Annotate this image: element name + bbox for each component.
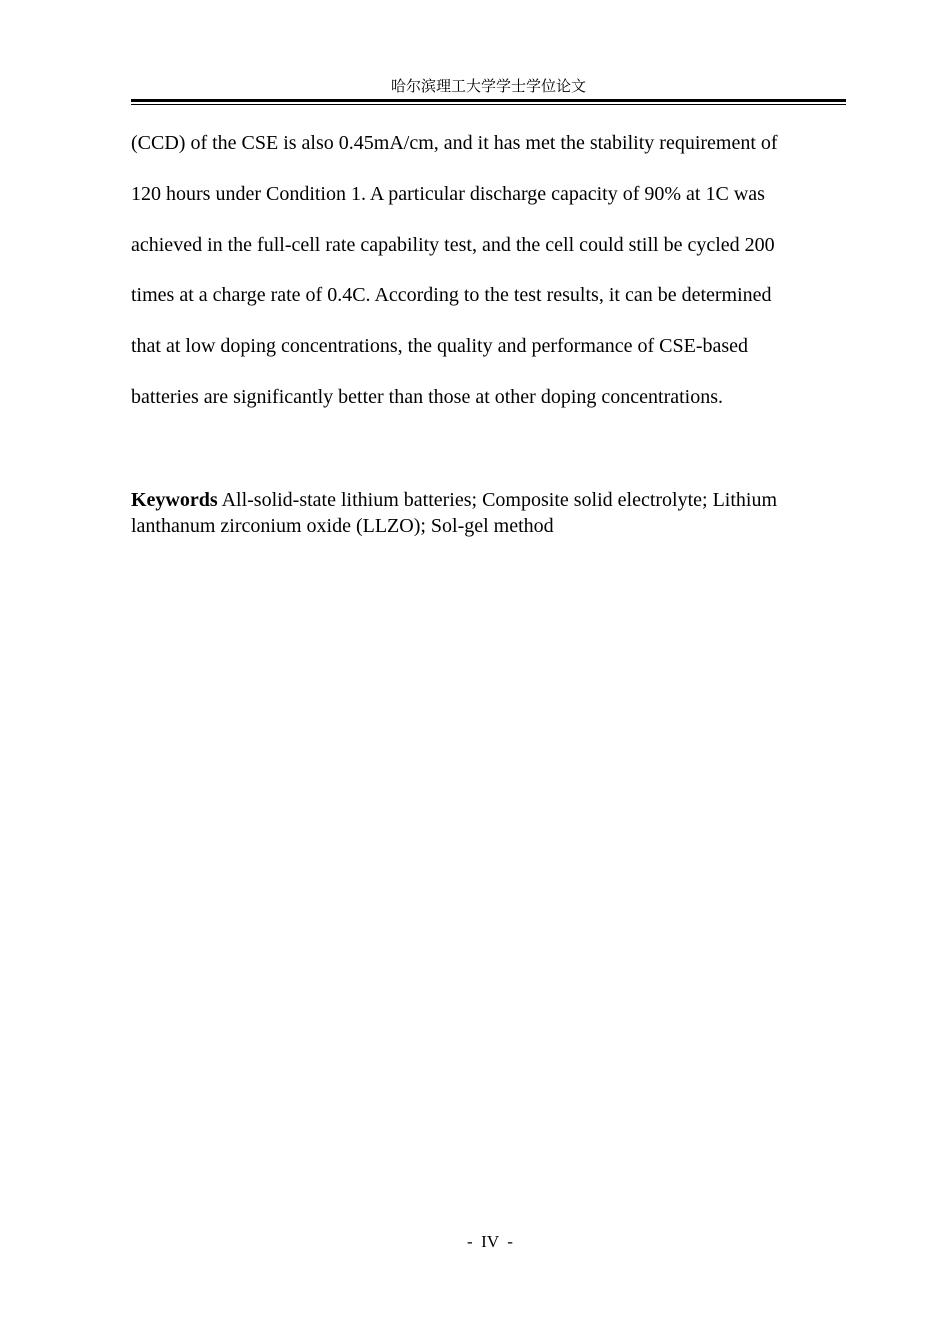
keywords-line-2: lanthanum zirconium oxide (LLZO); Sol-gel method: [131, 515, 554, 537]
body-line: (CCD) of the CSE is also 0.45mA/cm, and it has met the stability requirement of: [131, 132, 778, 154]
body-line: times at a charge rate of 0.4C. According to the test results, it can be determined: [131, 284, 772, 307]
running-header: 哈尔滨理工大学学士学位论文: [390, 77, 586, 95]
keywords-label: Keywords: [131, 489, 218, 511]
header-rule-thick: [131, 99, 846, 102]
body-line: achieved in the full-cell rate capability test, and the cell could still be cycled 200: [131, 233, 775, 256]
keywords-text: All-solid-state lithium batteries; Composite solid electrolyte; Lithium: [217, 489, 778, 511]
body-line: 120 hours under Condition 1. A particular discharge capacity of 90% at 1C was: [131, 182, 765, 205]
header-rule-thin: [131, 104, 846, 105]
body-line: that at low doping concentrations, the quality and performance of CSE-based: [131, 335, 749, 358]
body-line: batteries are significantly better than those at other doping concentrations.: [131, 385, 724, 408]
keywords-section: [131, 487, 851, 539]
keywords-line-1: [131, 487, 851, 513]
body-paragraph: [131, 118, 846, 423]
page-number: - IV -: [467, 1232, 513, 1251]
